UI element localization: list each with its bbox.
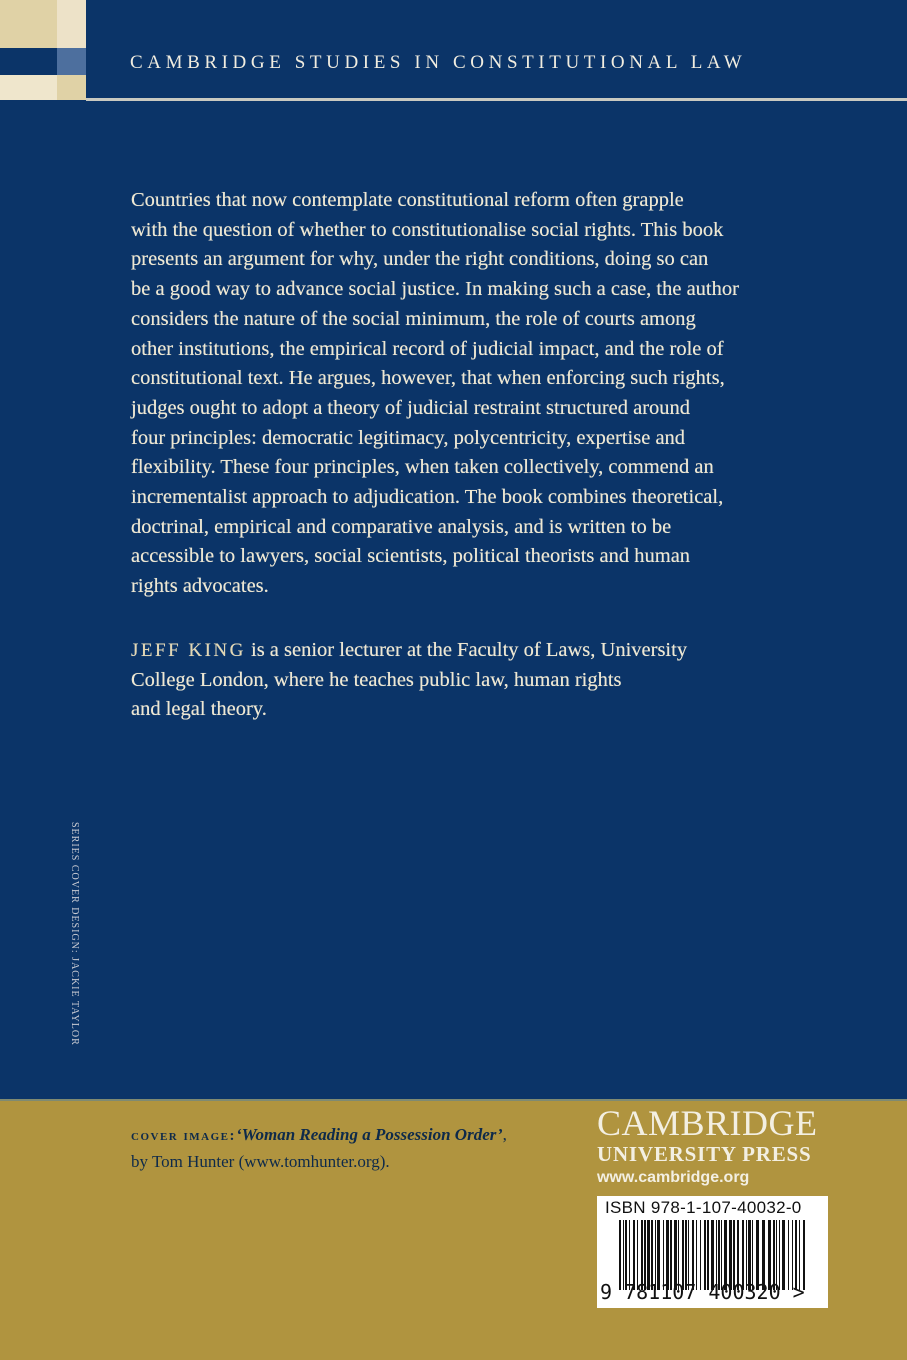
description-line: flexibility. These four principles, when taken collectively, commend an [131,456,714,479]
description-line: four principles: democratic legitimacy, polycentricity, expertise and [131,426,686,449]
cover-image-title: ‘Woman Reading a Possession Order’ [235,1125,503,1144]
description-line: doctrinal, empirical and comparative analysis, and is written to be [131,515,672,538]
publisher-logo [597,1104,818,1190]
description-line: constitutional text. He argues, however, that when enforcing such rights, [131,367,725,390]
description-line: with the question of whether to constitutionalise social rights. This book [131,218,724,241]
isbn-barcode [597,1196,828,1308]
author-bio-text: and legal theory. [131,698,267,721]
description-line: be a good way to advance social justice. In making such a case, the author [131,278,739,301]
series-plaid-motif [0,0,86,100]
cover-image-artist: by Tom Hunter (www.tomhunter.org). [131,1152,390,1171]
book-description [131,186,739,602]
publisher-sub: UNIVERSITY PRESS [597,1142,812,1166]
publisher-url: www.cambridge.org [597,1169,750,1186]
description-line: incrementalist approach to adjudication. The book combines theoretical, [131,486,724,509]
isbn-text: ISBN 978-1-107-40032-0 [605,1198,802,1217]
description-line: rights advocates. [131,575,269,598]
cover-image-credit [131,1122,507,1175]
description-line: accessible to lawyers, social scientists, political theorists and human [131,545,691,568]
cover-image-label: cover image: [131,1128,236,1144]
series-title: CAMBRIDGE STUDIES IN CONSTITUTIONAL LAW [130,52,747,73]
publisher-name: CAMBRIDGE [597,1103,818,1143]
author-name: JEFF KING [131,640,246,661]
punctuation: , [502,1125,507,1144]
description-line: other institutions, the empirical record of judicial impact, and the role of [131,337,724,360]
description-line: judges ought to adopt a theory of judicial restraint structured around [131,396,691,419]
header-rule [86,98,907,101]
description-line: Countries that now contemplate constitutional reform often grapple [131,189,684,211]
author-bio-text: is a senior lecturer at the Faculty of Laws, University [245,639,688,661]
description-line: considers the nature of the social minimum, the role of courts among [131,307,696,330]
author-bio [131,636,687,725]
barcode-digits: 9 781107 400320 > [600,1280,805,1304]
design-credit: SERIES COVER DESIGN: JACKIE TAYLOR [69,822,80,1046]
author-bio-text: College London, where he teaches public law, human rights [131,668,622,691]
description-line: presents an argument for why, under the right conditions, doing so can [131,248,709,271]
